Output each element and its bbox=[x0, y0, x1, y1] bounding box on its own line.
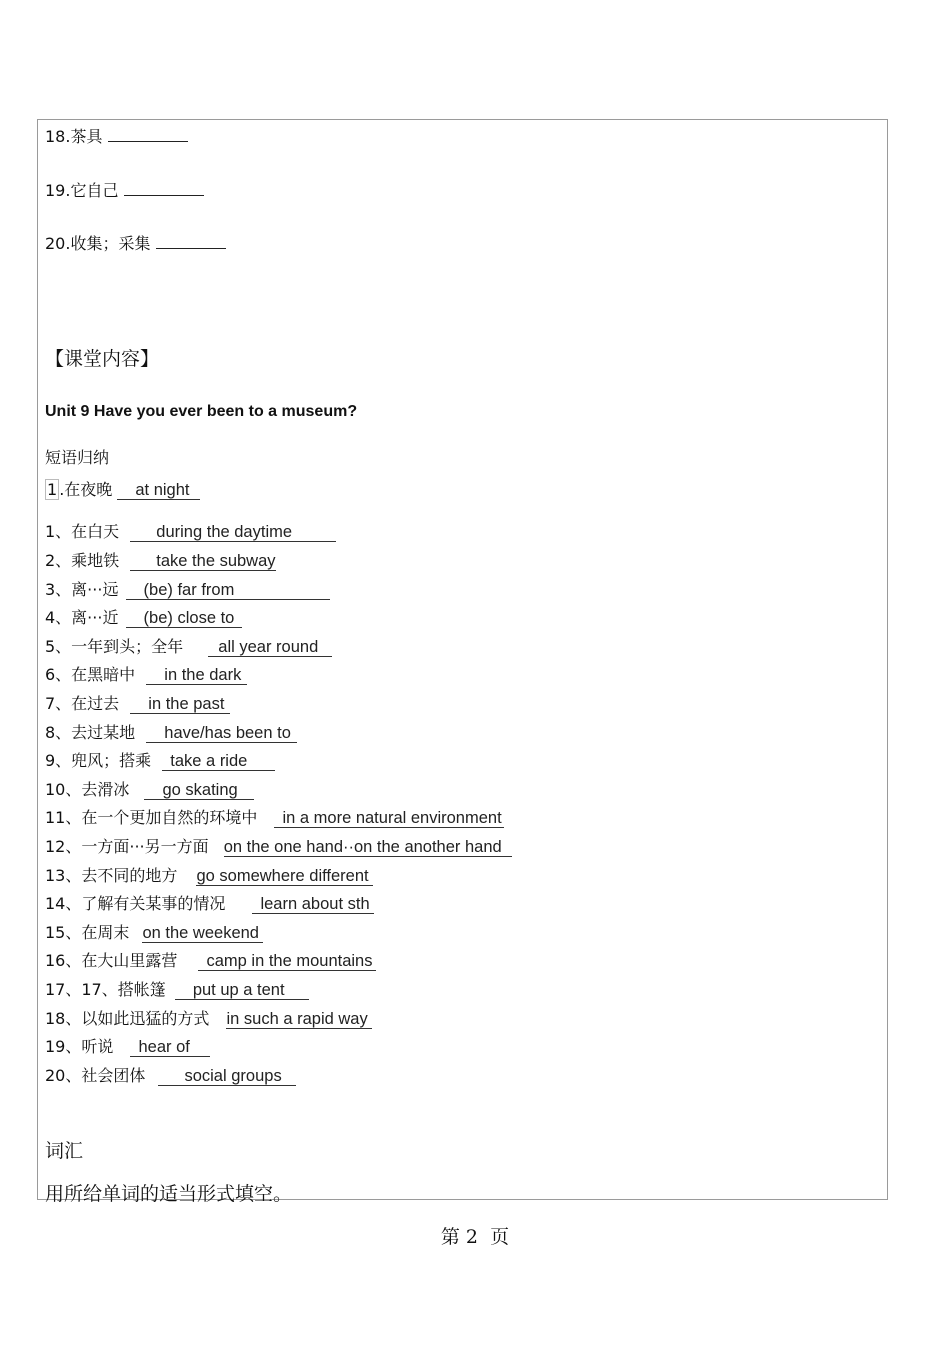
phrase-label: 20、社会团体 bbox=[45, 1066, 146, 1085]
phrase-row bbox=[45, 922, 263, 946]
exercise-instruction: 用所给单词的适当形式填空。 bbox=[45, 1183, 293, 1205]
answer-blank[interactable] bbox=[108, 127, 188, 142]
phrase-label: 12、一方面···另一方面 bbox=[45, 837, 209, 856]
phrase-answer: (be) far from bbox=[126, 582, 331, 600]
example-number: 1 bbox=[47, 480, 58, 499]
phrase-label: 19、听说 bbox=[45, 1037, 114, 1056]
phrase-label: 18、以如此迅猛的方式 bbox=[45, 1009, 210, 1028]
phrase-label: 17、17、搭帐篷 bbox=[45, 980, 166, 999]
phrase-label: 2、乘地铁 bbox=[45, 551, 120, 570]
phrase-row bbox=[45, 1065, 296, 1089]
phrase-answer: social groups bbox=[158, 1068, 295, 1086]
phrase-label: 16、在大山里露营 bbox=[45, 951, 178, 970]
example-phrase bbox=[45, 477, 200, 500]
footer-prefix: 第 bbox=[440, 1226, 460, 1248]
phrase-row bbox=[45, 950, 376, 974]
answer-blank[interactable] bbox=[156, 234, 226, 249]
phrase-row bbox=[45, 607, 242, 631]
phrase-answer: take the subway bbox=[130, 553, 275, 571]
phrase-label: 6、在黑暗中 bbox=[45, 665, 136, 684]
phrase-label: 3、离···远 bbox=[45, 580, 119, 599]
phrase-row bbox=[45, 1008, 372, 1032]
phrase-label: 10、去滑冰 bbox=[45, 780, 130, 799]
vocab-heading: 词汇 bbox=[45, 1140, 84, 1162]
phrase-row bbox=[45, 865, 373, 889]
vocab-label: 20.收集；采集 bbox=[45, 234, 151, 253]
phrase-label: 1、在白天 bbox=[45, 522, 120, 541]
section-heading: 【课堂内容】 bbox=[45, 348, 160, 370]
phrase-label: 11、在一个更加自然的环境中 bbox=[45, 808, 258, 827]
phrase-row bbox=[45, 521, 336, 545]
phrase-answer: on the weekend bbox=[142, 925, 263, 943]
phrase-answer: take a ride bbox=[162, 753, 275, 771]
phrase-label: 8、去过某地 bbox=[45, 723, 136, 742]
example-answer: at night bbox=[117, 482, 199, 500]
vocab-label: 19.它自己 bbox=[45, 181, 119, 200]
example-label: .在夜晚 bbox=[59, 480, 113, 499]
phrase-label: 14、了解有关某事的情况 bbox=[45, 894, 226, 913]
phrase-row bbox=[45, 693, 230, 717]
phrase-answer: have/has been to bbox=[146, 725, 297, 743]
phrase-answer: all year round bbox=[208, 639, 332, 657]
phrases-heading: 短语归纳 bbox=[45, 448, 110, 467]
phrase-row bbox=[45, 636, 332, 660]
phrase-label: 9、兜风；搭乘 bbox=[45, 751, 152, 770]
phrase-row bbox=[45, 836, 512, 860]
phrase-row bbox=[45, 1036, 210, 1060]
phrase-row bbox=[45, 579, 330, 603]
page-number: 2 bbox=[465, 1226, 479, 1248]
phrase-label: 5、一年到头；全年 bbox=[45, 637, 184, 656]
phrase-row bbox=[45, 807, 504, 831]
phrase-row bbox=[45, 550, 276, 574]
phrase-label: 13、去不同的地方 bbox=[45, 866, 178, 885]
phrase-row bbox=[45, 979, 309, 1003]
phrase-answer: go somewhere different bbox=[196, 868, 372, 886]
footer-suffix: 页 bbox=[490, 1226, 510, 1248]
vocab-label: 18.茶具 bbox=[45, 127, 103, 146]
phrase-answer: learn about sth bbox=[252, 896, 373, 914]
phrase-label: 7、在过去 bbox=[45, 694, 120, 713]
phrase-label: 4、离···近 bbox=[45, 608, 119, 627]
phrase-answer: camp in the mountains bbox=[198, 953, 376, 971]
phrase-answer: in a more natural environment bbox=[274, 810, 503, 828]
phrase-answer: go skating bbox=[144, 782, 253, 800]
phrase-row bbox=[45, 779, 254, 803]
phrase-answer: on the one hand··on the another hand bbox=[224, 839, 512, 857]
phrase-answer: put up a tent bbox=[175, 982, 309, 1000]
unit-title: Unit 9 Have you ever been to a museum? bbox=[45, 403, 358, 420]
phrase-answer: hear of bbox=[130, 1039, 209, 1057]
phrase-answer: in the past bbox=[130, 696, 230, 714]
phrase-row bbox=[45, 893, 374, 917]
phrase-answer: in such a rapid way bbox=[226, 1011, 371, 1029]
phrase-row bbox=[45, 664, 247, 688]
phrase-row bbox=[45, 750, 275, 774]
vocab-item-18 bbox=[45, 127, 188, 147]
answer-blank[interactable] bbox=[124, 181, 204, 196]
phrase-answer: during the daytime bbox=[130, 524, 336, 542]
phrase-answer: in the dark bbox=[146, 667, 247, 685]
phrase-label: 15、在周末 bbox=[45, 923, 130, 942]
page-footer bbox=[0, 1222, 950, 1249]
vocab-item-19 bbox=[45, 181, 204, 201]
phrase-answer: (be) close to bbox=[126, 610, 243, 628]
phrase-row bbox=[45, 722, 297, 746]
vocab-item-20 bbox=[45, 234, 226, 254]
